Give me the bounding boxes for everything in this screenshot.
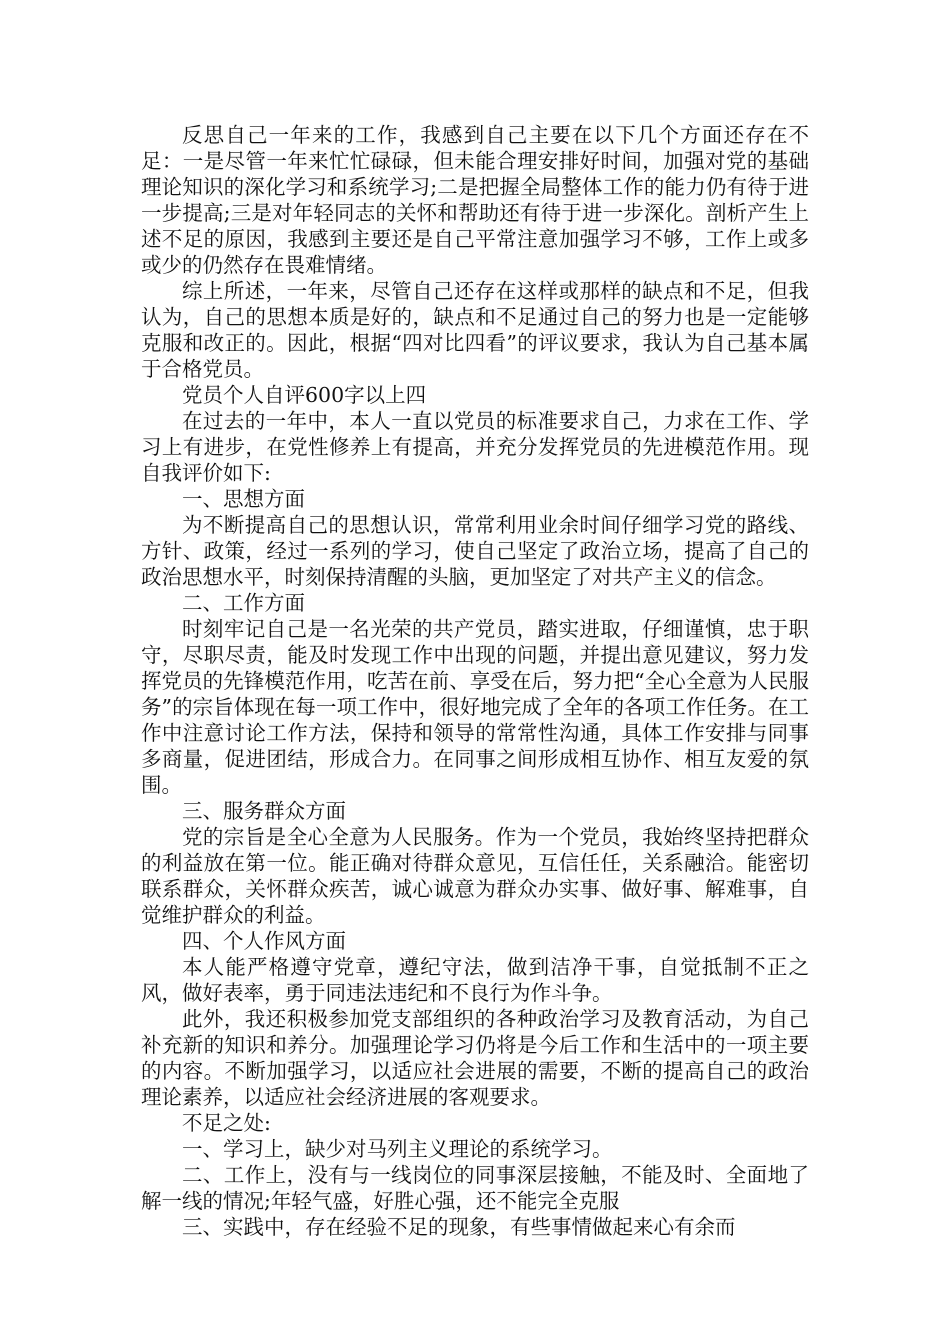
paragraph-intro: 在过去的一年中，本人一直以党员的标准要求自己，力求在工作、学习上有进步，在党性修养上有提高，并充分发挥党员的先进模范作用。现自我评价如下: [141, 409, 809, 485]
paragraph-thought: 为不断提高自己的思想认识，常常利用业余时间仔细学习党的路线、方针、政策，经过一系列的学习，使自己坚定了政治立场，提高了自己的政治思想水平，时刻保持清醒的头脑，更加坚定了对共产主义的信念。 [141, 513, 809, 589]
paragraph-conduct: 本人能严格遵守党章，遵纪守法，做到洁净干事，自觉抵制不正之风，做好表率，勇于同违法违纪和不良行为作斗争。 [141, 955, 809, 1005]
heading-work: 二、工作方面 [182, 591, 305, 615]
paragraph-additional: 此外，我还积极参加党支部组织的各种政治学习及教育活动，为自己补充新的知识和养分。加强理论学习仍将是今后工作和生活中的一项主要的内容。不断加强学习，以适应社会进展的需要，不断的提高自己的政治理论素养，以适应社会经济进展的客观要求。 [141, 1007, 809, 1109]
shortcoming-item-practice: 三、实践中，存在经验不足的现象，有些事情做起来心有余而 [182, 1215, 736, 1239]
heading-shortcomings: 不足之处: [182, 1111, 271, 1135]
shortcoming-item-work: 二、工作上，没有与一线岗位的同事深层接触，不能及时、全面地了解一线的情况;年轻气盛，好胜心强，还不能完全克服 [141, 1163, 809, 1213]
document-body [141, 122, 809, 1240]
heading-service: 三、服务群众方面 [182, 799, 346, 823]
paragraph-work: 时刻牢记自己是一名光荣的共产党员，踏实进取，仔细谨慎，忠于职守，尽职尽责，能及时发现工作中出现的问题，并提出意见建议，努力发挥党员的先锋模范作用，吃苦在前、享受在后，努力把“全心全意为人民服务”的宗旨体现在每一项工作中，很好地完成了全年的各项工作任务。在工作中注意讨论工作方法，保持和领导的常常性沟通，具体工作安排与同事多商量，促进团结，形成合力。在同事之间形成相互协作、相互友爱的氛围。 [141, 617, 809, 797]
heading-thought: 一、思想方面 [182, 487, 305, 511]
shortcoming-item-study: 一、学习上，缺少对马列主义理论的系统学习。 [182, 1137, 613, 1161]
paragraph-reflection: 反思自己一年来的工作，我感到自己主要在以下几个方面还存在不足：一是尽管一年来忙忙碌碌，但未能合理安排好时间，加强对党的基础理论知识的深化学习和系统学习;二是把握全局整体工作的能力仍有待于进一步提高;三是对年轻同志的关怀和帮助还有待于进一步深化。剖析产生上述不足的原因，我感到主要还是自己平常注意加强学习不够，工作上或多或少的仍然存在畏难情绪。 [141, 123, 809, 277]
paragraph-summary: 综上所述，一年来，尽管自己还存在这样或那样的缺点和不足，但我认为，自己的思想本质是好的，缺点和不足通过自己的努力也是一定能够克服和改正的。因此，根据“四对比四看”的评议要求，我认为自己基本属于合格党员。 [141, 279, 809, 381]
paragraph-service: 党的宗旨是全心全意为人民服务。作为一个党员，我始终坚持把群众的利益放在第一位。能正确对待群众意见，互信任任，关系融洽。能密切联系群众，关怀群众疾苦，诚心诚意为群众办实事、做好事、解难事，自觉维护群众的利益。 [141, 825, 809, 927]
heading-conduct: 四、个人作风方面 [182, 929, 346, 953]
section-heading-self-evaluation: 党员个人自评600字以上四 [182, 383, 427, 407]
